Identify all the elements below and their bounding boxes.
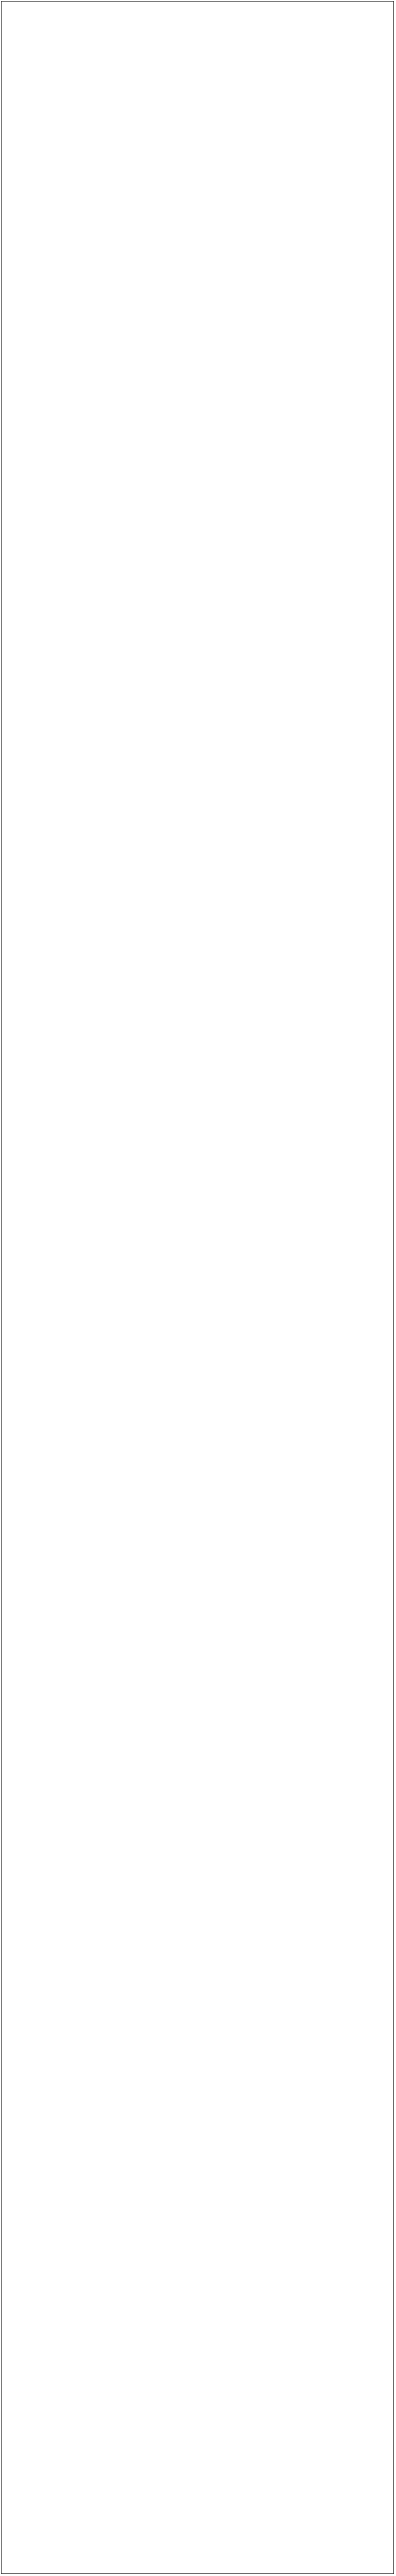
table-body bbox=[2, 2, 393, 2573]
data-table bbox=[2, 2, 393, 2573]
data-table-frame bbox=[1, 1, 394, 2574]
